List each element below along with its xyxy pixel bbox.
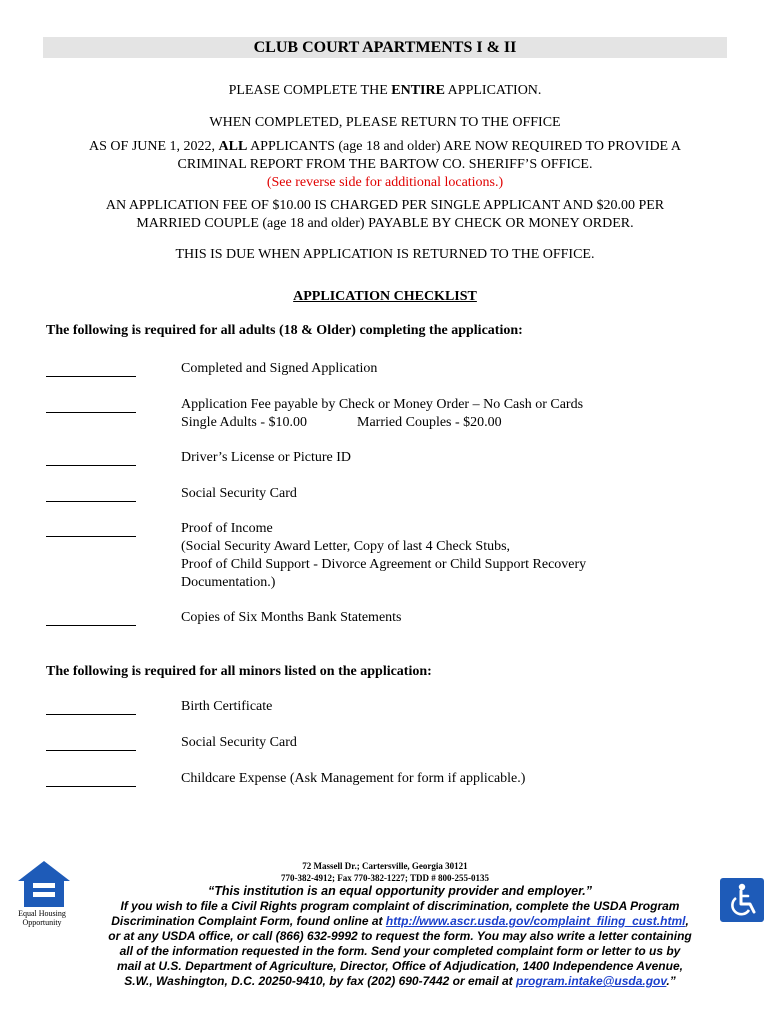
equal-housing-caption: Equal Housing Opportunity (18, 909, 66, 927)
footer-phones: 770-382-4912; Fax 770-382-1227; TDD # 800-255-0135 (280, 873, 490, 883)
intro-line-2: WHEN COMPLETED, PLEASE RETURN TO THE OFFICE (209, 115, 561, 130)
checkbox-blank[interactable] (46, 786, 136, 787)
checkbox-blank[interactable] (46, 376, 136, 377)
footer-body-2: Discrimination Complaint Form, found online at http://www.ascr.usda.gov/complaint_filing_cust.html, (111, 914, 689, 928)
checkbox-blank[interactable] (46, 465, 136, 466)
footer-body-3: or at any USDA office, or call (866) 632-9992 to request the form. You may also write a letter containing (108, 929, 692, 943)
intro-line-6: AN APPLICATION FEE OF $10.00 IS CHARGED PER SINGLE APPLICANT AND $20.00 PER (105, 198, 665, 213)
checkbox-blank[interactable] (46, 412, 136, 413)
minors-heading: The following is required for all minors listed on the application: (46, 664, 432, 679)
email-link[interactable]: program.intake@usda.gov (515, 974, 667, 988)
intro-line-1: PLEASE COMPLETE THE ENTIRE APPLICATION. (228, 83, 542, 98)
footer-body-5: mail at U.S. Department of Agriculture, Director, Office of Adjudication, 1400 Independence Avenue, (117, 959, 683, 973)
intro-line-5: (See reverse side for additional locations.) (266, 175, 504, 190)
intro-line-3: AS OF JUNE 1, 2022, ALL APPLICANTS (age 18 and older) ARE NOW REQUIRED TO PROVIDE A (89, 139, 681, 154)
footer-body-1: If you wish to file a Civil Rights program complaint of discrimination, complete the USDA Program (120, 899, 680, 913)
checkbox-blank[interactable] (46, 714, 136, 715)
intro-line-4: CRIMINAL REPORT FROM THE BARTOW CO. SHERIFF’S OFFICE. (177, 157, 593, 172)
checkbox-blank[interactable] (46, 536, 136, 537)
footer-address: 72 Massell Dr.; Cartersville, Georgia 30121 (302, 861, 468, 871)
eeo-statement: “This institution is an equal opportunity provider and employer.” (207, 884, 593, 898)
wheelchair-icon (720, 878, 764, 922)
intro-line-7: MARRIED COUPLE (age 18 and older) PAYABLE BY CHECK OR MONEY ORDER. (136, 216, 634, 231)
footer-body-6: S.W., Washington, D.C. 20250-9410, by fax (202) 690-7442 or email at program.intake@usda.gov.” (124, 974, 676, 988)
page-title: CLUB COURT APARTMENTS I & II (43, 37, 727, 58)
footer-body-4: all of the information requested in the form. Send your completed complaint form or letter to us by (119, 944, 681, 958)
intro-line-8: THIS IS DUE WHEN APPLICATION IS RETURNED TO THE OFFICE. (175, 247, 595, 262)
checkbox-blank[interactable] (46, 625, 136, 626)
adults-heading: The following is required for all adults (18 & Older) completing the application: (46, 323, 523, 338)
checkbox-blank[interactable] (46, 750, 136, 751)
checkbox-blank[interactable] (46, 501, 136, 502)
complaint-form-link[interactable]: http://www.ascr.usda.gov/complaint_filing_cust.html (385, 914, 686, 928)
checklist-heading: APPLICATION CHECKLIST (293, 289, 477, 304)
